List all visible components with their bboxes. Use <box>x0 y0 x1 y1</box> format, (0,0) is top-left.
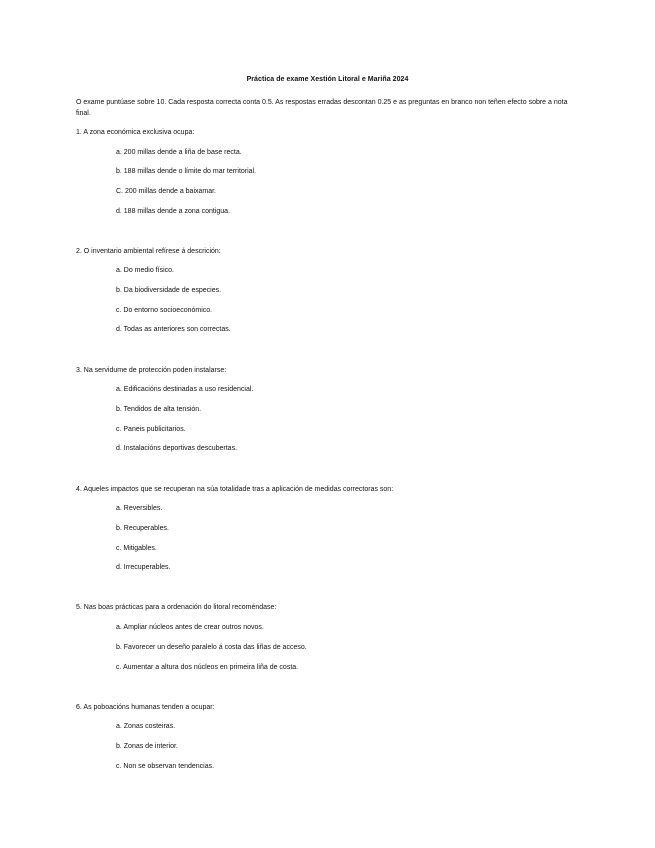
question-5-option-b: b. Favorecer un deseño paralelo á costa das liñas de acceso. <box>116 644 307 651</box>
question-2-option-b: b. Da biodiversidade de especies. <box>116 287 222 294</box>
question-2-option-c: c. Do entorno socioeconómico. <box>116 307 213 314</box>
question-4-option-c: c. Mitigables. <box>116 545 157 552</box>
question-1-option-b: b. 188 millas dende o límite do mar territorial. <box>116 168 257 175</box>
question-1-option-a: a. 200 millas dende a liña de base recta. <box>116 149 242 156</box>
question-3: 3. Na servidume de protección poden instalarse: <box>76 367 227 374</box>
question-1: 1. A zona económica exclusiva ocupa: <box>76 129 195 136</box>
question-6: 6. As poboacións humanas tenden a ocupar: <box>76 704 215 711</box>
question-4-option-a: a. Reversibles. <box>116 505 163 512</box>
question-4: 4. Aqueles impactos que se recuperan na súa totalidade tras a aplicación de medidas correctoras son: <box>76 486 394 493</box>
question-2-option-a: a. Do medio físico. <box>116 267 174 274</box>
question-5-option-c: c. Aumentar a altura dos núcleos en primeira liña de costa. <box>116 664 299 671</box>
question-5-option-a: a. Ampliar núcleos antes de crear outros novos. <box>116 624 264 631</box>
question-1-option-c: C. 200 millas dende a baixamar. <box>116 188 216 195</box>
question-6-option-c: c. Non se observan tendencias. <box>116 763 215 770</box>
question-6-option-b: b. Zonas de interior. <box>116 743 178 750</box>
question-3-option-c: c. Paneis publicitarios. <box>116 426 186 433</box>
question-4-option-b: b. Recuperables. <box>116 525 169 532</box>
question-3-option-d: d. Instalacións deportivas descubertas. <box>116 445 238 452</box>
question-4-option-d: d. Irrecuperables. <box>116 564 171 571</box>
question-6-option-a: a. Zonas costeiras. <box>116 723 176 730</box>
question-1-option-d: d. 188 millas dende a zona contigua. <box>116 208 231 215</box>
question-3-option-a: a. Edificacións destinadas a uso residencial. <box>116 386 254 393</box>
intro-paragraph: O exame puntúase sobre 10. Cada resposta correcta conta 0.5. As respostas erradas descontan 0.25 e as preguntas en branco non teñen efecto sobre a nota final. <box>76 99 568 117</box>
question-5: 5. Nas boas prácticas para a ordenación do litoral recoméndase: <box>76 604 277 611</box>
question-2: 2. O inventario ambiental refírese á descrición: <box>76 248 221 255</box>
question-2-option-d: d. Todas as anteriores son correctas. <box>116 326 231 333</box>
question-3-option-b: b. Tendidos de alta tensión. <box>116 406 202 413</box>
document-title: Práctica de exame Xestión Litoral e Mariña 2024 <box>246 76 409 83</box>
